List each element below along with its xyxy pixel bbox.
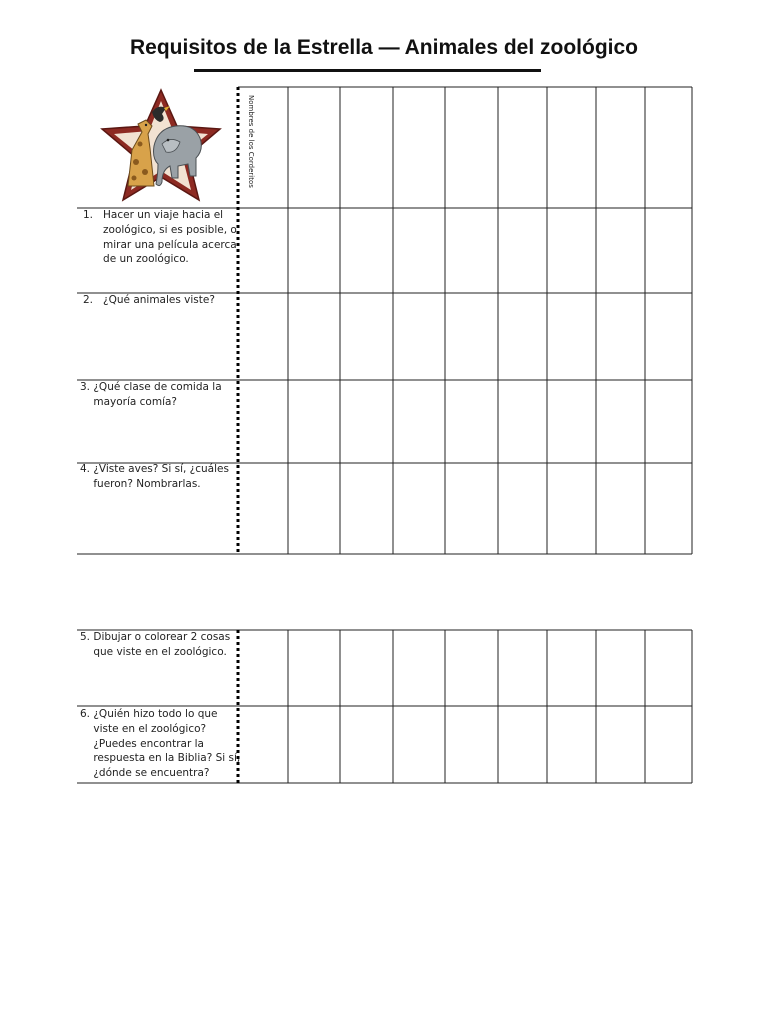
requirement-1-label: 1. Hacer un viaje hacia el zoológico, si es posible, o mirar una película acerca de un zoológico. (83, 209, 237, 266)
requirement-3-label: 3. ¿Qué clase de comida la mayoría comía? (80, 381, 222, 408)
requirement-6-label: 6. ¿Quién hizo todo lo que viste en el zoológico? ¿Puedes encontrar la respuesta en la Biblia? Si sí, ¿dónde se encuentra? (80, 708, 241, 780)
column-header (244, 95, 256, 207)
page-title: Requisitos de la Estrella — Animales del zoológico (129, 36, 638, 59)
star-badge-icon (96, 88, 226, 206)
column-header-label: Nombres de los Corderitos (247, 95, 255, 188)
requirement-2-label: 2. ¿Qué animales viste? (83, 294, 215, 306)
elephant-icon (154, 126, 202, 186)
requirement-4-label: 4. ¿Viste aves? Si sí, ¿cuáles fueron? Nombrarlas. (80, 463, 229, 490)
requirement-5-label: 5. Dibujar o colorear 2 cosas que viste en el zoológico. (80, 631, 231, 658)
